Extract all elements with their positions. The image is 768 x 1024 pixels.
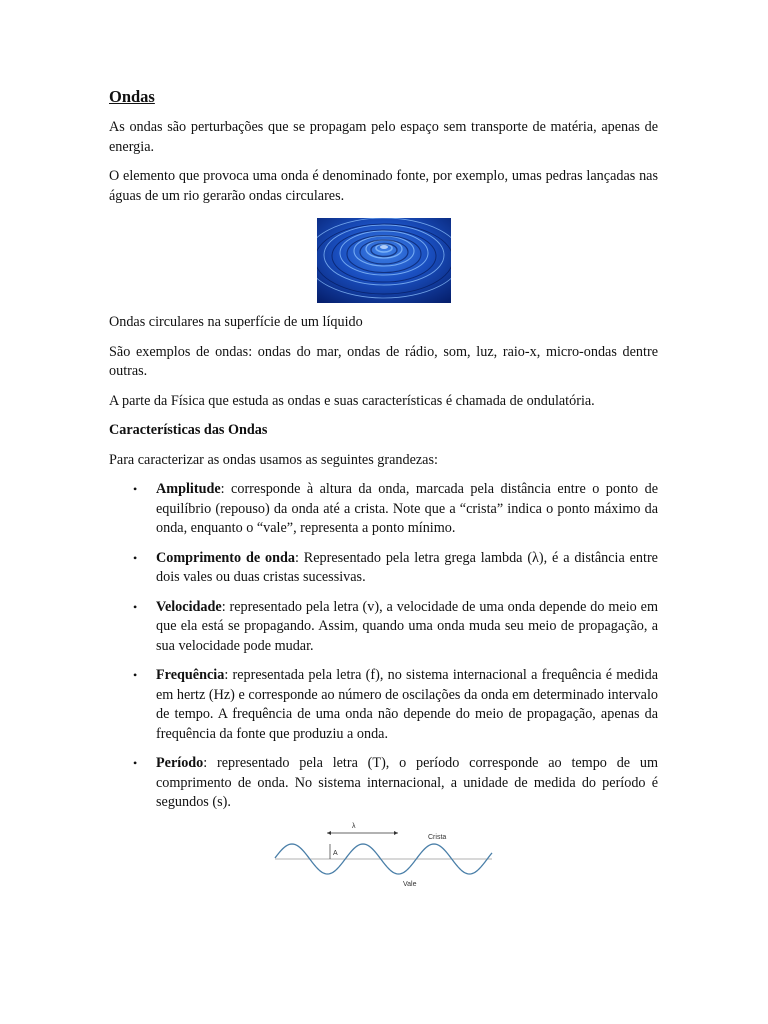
image-caption: Ondas circulares na superfície de um líquido [109, 314, 363, 330]
trough-label: Vale [403, 881, 417, 888]
amplitude-label: A [333, 850, 338, 857]
bullet: • [133, 756, 138, 770]
paragraph-ondulatoria: A parte da Física que estuda as ondas e suas características é chamada de ondulatória. [109, 392, 595, 409]
section-intro: Para caracterizar as ondas usamos as seguintes grandezas: [109, 451, 438, 468]
list-item-velocity [133, 598, 658, 657]
term: Amplitude [156, 481, 221, 497]
properties-list [109, 480, 658, 813]
paragraph-examples: São exemplos de ondas: ondas do mar, ondas de rádio, som, luz, raio-x, micro-ondas dentre outras. [109, 343, 658, 379]
bullet: • [133, 599, 138, 614]
list-item-frequency [133, 666, 658, 744]
document-page [109, 86, 658, 823]
crest-label: Crista [428, 834, 447, 841]
definition: : representada pela letra (f), no sistema internacional a frequência é medida em hertz (Hz) e corresponde ao número de oscilações da onda em determinado intervalo de tempo. A frequência de uma onda não depende do meio de propagação, apenas da frequência da fonte que produziu a onda. [156, 667, 658, 742]
paragraph-source: O elemento que provoca uma onda é denominado fonte, por exemplo, umas pedras lançadas nas águas de um rio gerarão ondas circulares. [109, 168, 658, 204]
definition: : Representado pela letra grega lambda (λ), é a distância entre dois vales ou duas cristas sucessivas. [156, 549, 658, 585]
wave-diagram [270, 818, 496, 890]
page-title: Ondas [109, 87, 155, 106]
section-title: Características das Ondas [109, 422, 268, 438]
lambda-label: λ [352, 823, 356, 830]
list-item-period [133, 754, 658, 813]
water-ripples-image [317, 218, 451, 303]
lambda-arrowhead-left [327, 831, 331, 835]
term: Período [156, 755, 204, 771]
definition: : representado pela letra (T), o período corresponde ao tempo de um comprimento de onda. No sistema internacional, a unidade de medida do período é segundos (s). [156, 755, 658, 810]
list-item-wavelength [133, 549, 658, 588]
bullet: • [133, 550, 138, 565]
bullet: • [133, 482, 138, 496]
definition: : corresponde à altura da onda, marcada pela distância entre o ponto de equilíbrio (repouso) da onda até a crista. Note que a “crista” indica o ponto máximo da onda, enquanto o “vale”, representa a ponto mínimo. [156, 481, 658, 536]
list-item-amplitude [133, 480, 658, 539]
bullet: • [133, 668, 138, 682]
definition: : representado pela letra (v), a velocidade de uma onda depende do meio em que ela está se propagando. Assim, quando uma onda muda seu meio de propagação, a sua velocidade pode mudar. [156, 598, 658, 654]
lambda-arrowhead-right [394, 831, 398, 835]
term: Frequência [156, 667, 225, 683]
paragraph-definition: As ondas são perturbações que se propagam pelo espaço sem transporte de matéria, apenas de energia. [109, 119, 658, 155]
term: Velocidade [156, 598, 222, 615]
term: Comprimento de onda [156, 549, 295, 566]
